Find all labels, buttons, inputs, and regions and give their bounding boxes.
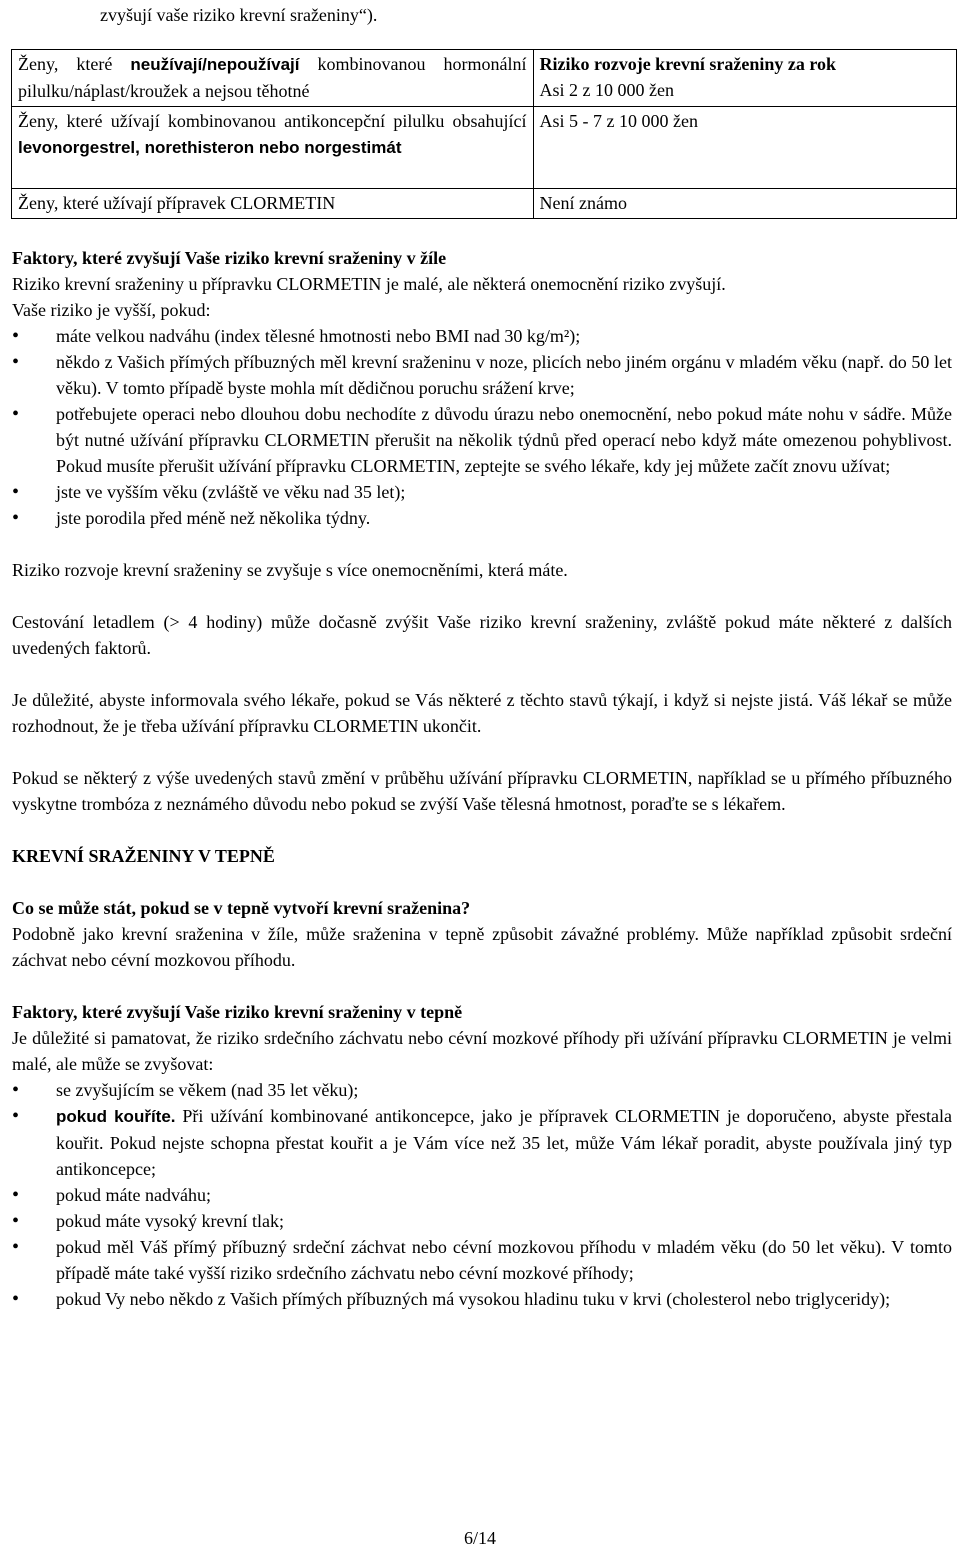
table-cell: [533, 189, 956, 219]
risk-value: Asi 5 - 7 z 10 000 žen: [539, 111, 699, 131]
paragraph: Je důležité, abyste informovala svého lékaře, pokud se Vás některé z těchto stavů týkají, i když si nejste jistá. Váš lékař se může rozhodnout, že je třeba užívání přípravku CLORMETIN ukončit.: [12, 690, 952, 736]
paragraph: Pokud se některý z výše uvedených stavů změní v průběhu užívání přípravku CLORMETIN, například se u přímého příbuzného vyskytne trombóza z neznámého důvodu nebo pokud se zvýší Vaše tělesná hmotnost, poraďte se s lékařem.: [12, 768, 952, 814]
list-item-text: Při užívání kombinované antikoncepce, jako je přípravek CLORMETIN je doporučeno, abyste přestala kouřit. Pokud nejste schopna přestat kouřit a je Vám více než 35 let, může Vám lékař poradit, abyste používala jiný typ antikoncepce;: [56, 1106, 953, 1179]
risk-list: [12, 323, 952, 531]
table-cell: [533, 50, 956, 107]
paragraph: Riziko rozvoje krevní sraženiny se zvyšuje s více onemocněními, která máte.: [12, 560, 568, 580]
list-item: [12, 1103, 952, 1182]
row-label: Ženy, které: [18, 54, 131, 74]
section-title: KREVNÍ SRAŽENINY V TEPNĚ: [12, 846, 275, 866]
row-label: Ženy, které užívají kombinovanou antikoncepční pilulku obsahující: [18, 111, 527, 131]
list-item: • máte velkou nadváhu (index tělesné hmotnosti nebo BMI nad 30 kg/m²);: [12, 323, 952, 349]
list-item: • pokud máte vysoký krevní tlak;: [12, 1208, 952, 1234]
risk-table: [11, 49, 957, 219]
table-row: [12, 189, 957, 219]
table-cell: [12, 107, 534, 189]
list-item-emphasis: pokud kouříte.: [56, 1107, 176, 1126]
paragraph: Cestování letadlem (> 4 hodiny) může dočasně zvýšit Vaše riziko krevní sraženiny, zvláště pokud máte některé z dalších uvedených faktorů.: [12, 612, 952, 658]
table-header: Riziko rozvoje krevní sraženiny za rok: [539, 54, 837, 74]
row-label: Ženy, které užívají přípravek CLORMETIN: [18, 193, 336, 213]
row-label: kombinovanou hormonální pilulku/náplast/kroužek a nejsou těhotné: [18, 54, 527, 101]
list-item: • jste porodila před méně než několika týdny.: [12, 505, 952, 531]
list-item: • pokud máte nadváhu;: [12, 1182, 952, 1208]
list-item: • pokud měl Váš přímý příbuzný srdeční záchvat nebo cévní mozkovou příhodu v mladém věku (do 50 let věku). V tomto případě máte také vyšší riziko srdečního záchvatu nebo cévní mozkové příhody;: [12, 1234, 952, 1286]
table-cell: [12, 50, 534, 107]
table-row: [12, 50, 957, 107]
paragraph: Podobně jako krevní sraženina v žíle, může sraženina v tepně způsobit závažné problémy. Může například způsobit srdeční záchvat nebo cévní mozkovou příhodu.: [12, 924, 952, 970]
risk-value: Není známo: [539, 193, 628, 213]
paragraph: Riziko krevní sraženiny u přípravku CLORMETIN je malé, ale některá onemocnění riziko zvyšují.: [12, 274, 726, 294]
list-item: • potřebujete operaci nebo dlouhou dobu nechodíte z důvodu úrazu nebo onemocnění, nebo pokud máte nohu v sádře. Může být nutné užívání přípravku CLORMETIN přerušit na několik týdnů před operací nebo když máte omezenou pohyblivost. Pokud musíte přerušit užívání přípravku CLORMETIN, zeptejte se svého lékaře, kdy jej můžete začít znovu užívat;: [12, 401, 952, 479]
page-number: 6/14: [463, 1528, 496, 1548]
table-cell: [12, 189, 534, 219]
list-item: • se zvyšujícím se věkem (nad 35 let věku);: [12, 1077, 952, 1103]
list-item: • jste ve vyšším věku (zvláště ve věku nad 35 let);: [12, 479, 952, 505]
vein-section: [12, 245, 952, 817]
question-heading: Co se může stát, pokud se v tepně vytvoří krevní sraženina?: [12, 898, 471, 918]
row-label-emphasis: levonorgestrel, norethisteron nebo norgestimát: [18, 138, 402, 157]
table-cell: [533, 107, 956, 189]
list-item: • pokud Vy nebo někdo z Vašich přímých příbuzných má vysokou hladinu tuku v krvi (cholesterol nebo triglyceridy);: [12, 1286, 952, 1312]
section-heading: Faktory, které zvyšují Vaše riziko krevní sraženiny v tepně: [12, 1002, 463, 1022]
paragraph: Vaše riziko je vyšší, pokud:: [12, 300, 211, 320]
artery-risk-list: [12, 1077, 952, 1312]
table-row: [12, 107, 957, 189]
document-page: [12, 0, 952, 1312]
row-label-emphasis: neužívají/nepoužívají: [130, 55, 300, 74]
paragraph: Je důležité si pamatovat, že riziko srdečního záchvatu nebo cévní mozkové příhody při užívání přípravku CLORMETIN je velmi malé, ale může se zvyšovat:: [12, 1028, 952, 1074]
list-item: • někdo z Vašich přímých příbuzných měl krevní sraženinu v noze, plicích nebo jiném orgánu v mladém věku (např. do 50 let věku). V tomto případě byste mohla mít dědičnou poruchu srážení krve;: [12, 349, 952, 401]
section-heading: Faktory, které zvyšují Vaše riziko krevní sraženiny v žíle: [12, 248, 447, 268]
risk-value: Asi 2 z 10 000 žen: [539, 80, 675, 100]
top-fragment: zvyšují vaše riziko krevní sraženiny“).: [100, 5, 378, 25]
artery-section: [12, 843, 952, 1312]
